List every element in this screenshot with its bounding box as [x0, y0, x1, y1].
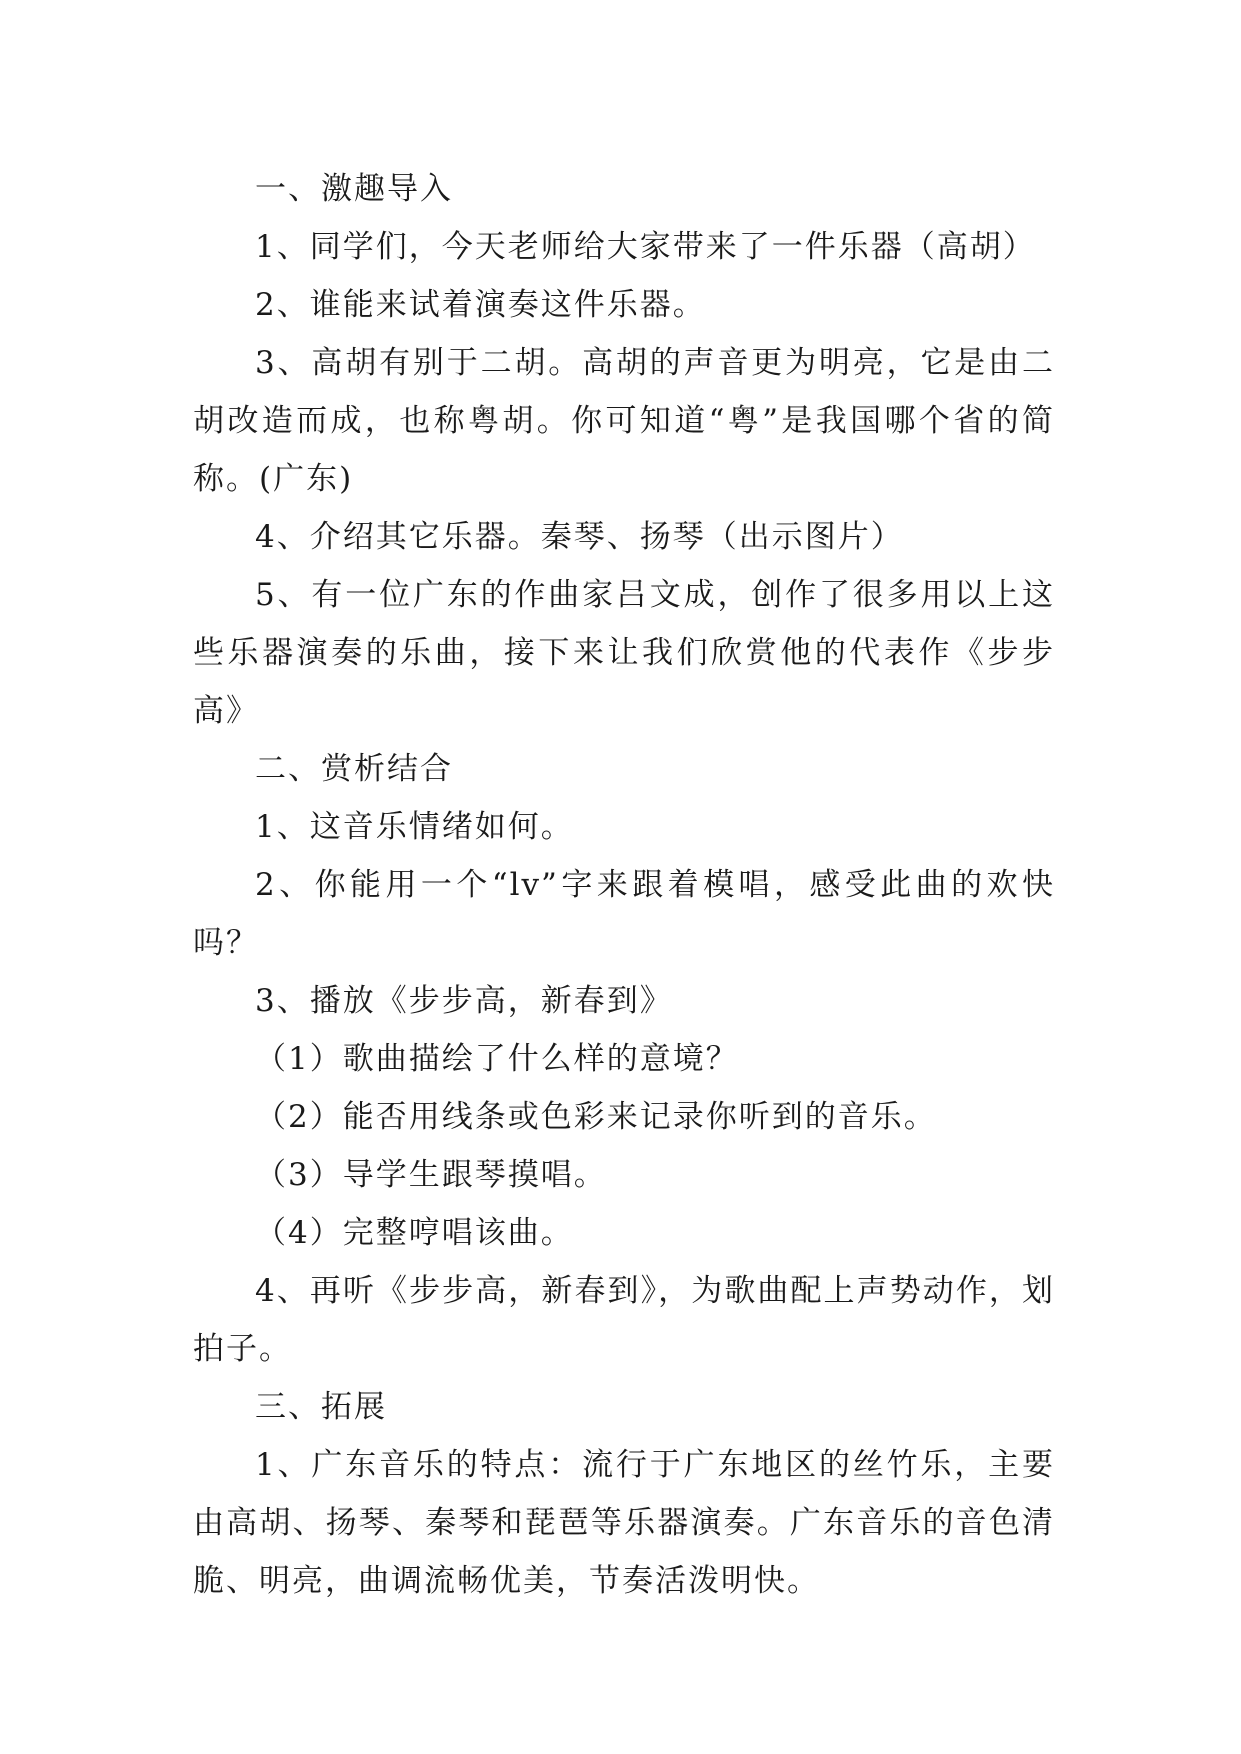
paragraph: 3、播放《步步高，新春到》	[255, 983, 673, 1019]
paragraph: 4、再听《步步高，新春到》，为歌曲配上声势动作，划拍子。	[193, 1273, 1055, 1367]
sub-item: （2）能否用线条或色彩来记录你听到的音乐。	[255, 1099, 937, 1135]
paragraph: 2、谁能来试着演奏这件乐器。	[255, 287, 706, 323]
document-body	[193, 160, 1055, 1610]
paragraph: 3、高胡有别于二胡。高胡的声音更为明亮，它是由二胡改造而成，也称粤胡。你可知道“粤”是我国哪个省的简称。(广东)	[193, 345, 1055, 497]
paragraph: 4、介绍其它乐器。秦琴、扬琴（出示图片）	[255, 519, 904, 555]
sub-item: （1）歌曲描绘了什么样的意境？	[255, 1041, 739, 1077]
paragraph: 5、有一位广东的作曲家吕文成，创作了很多用以上这些乐器演奏的乐曲，接下来让我们欣赏他的代表作《步步高》	[193, 577, 1055, 729]
paragraph: 2、你能用一个“lv”字来跟着模唱，感受此曲的欢快吗？	[193, 867, 1055, 961]
section-heading-3: 三、拓展	[255, 1389, 387, 1425]
sub-item: （4）完整哼唱该曲。	[255, 1215, 574, 1251]
section-heading-1: 一、激趣导入	[255, 171, 453, 207]
paragraph: 1、广东音乐的特点：流行于广东地区的丝竹乐，主要由高胡、扬琴、秦琴和琵琶等乐器演奏。广东音乐的音色清脆、明亮，曲调流畅优美，节奏活泼明快。	[193, 1447, 1055, 1599]
paragraph: 1、同学们，今天老师给大家带来了一件乐器（高胡）	[255, 229, 1036, 265]
sub-item: （3）导学生跟琴摸唱。	[255, 1157, 607, 1193]
section-heading-2: 二、赏析结合	[255, 751, 453, 787]
paragraph: 1、这音乐情绪如何。	[255, 809, 574, 845]
